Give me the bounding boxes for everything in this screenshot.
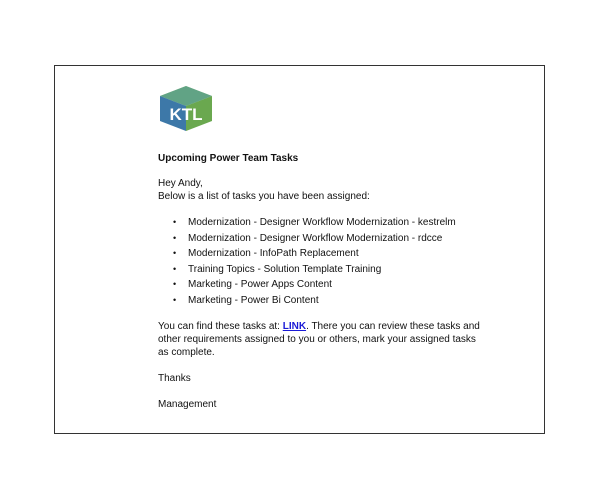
find-text-prefix: You can find these tasks at:	[158, 321, 283, 332]
task-item	[173, 215, 488, 231]
tasks-link[interactable]: LINK	[282, 321, 307, 332]
find-tasks-paragraph	[158, 320, 488, 359]
email-greeting: Hey Andy,	[158, 178, 203, 189]
bullet-icon: •	[173, 248, 177, 258]
logo-text: KTL	[169, 105, 203, 124]
email-thanks: Thanks	[158, 373, 191, 384]
task-label: Modernization - InfoPath Replacement	[188, 248, 359, 259]
task-item	[173, 277, 488, 293]
ktl-logo	[158, 84, 214, 132]
email-intro: Below is a list of tasks you have been assigned:	[158, 191, 370, 202]
task-label: Marketing - Power Bi Content	[188, 294, 319, 306]
task-item	[173, 262, 488, 278]
bullet-icon: •	[173, 217, 177, 227]
task-label: Modernization - Designer Workflow Modernization - kestrelm	[188, 217, 456, 228]
task-label: Training Topics - Solution Template Training	[188, 263, 382, 275]
task-item	[173, 293, 488, 309]
bullet-icon: •	[173, 294, 177, 305]
email-signature: Management	[158, 399, 217, 410]
bullet-icon: •	[173, 232, 177, 243]
email-body	[158, 84, 488, 411]
email-frame	[54, 65, 545, 434]
task-label: Modernization - Designer Workflow Modernization - rdcce	[188, 232, 443, 244]
email-heading: Upcoming Power Team Tasks	[158, 153, 299, 164]
task-list	[158, 215, 488, 308]
task-label: Marketing - Power Apps Content	[188, 279, 332, 290]
bullet-icon: •	[173, 263, 177, 274]
find-text-suffix: . There you can review these tasks and other requirements assigned to you or others, mark your assigned tasks as complete.	[158, 321, 480, 358]
bullet-icon: •	[173, 279, 177, 289]
task-item	[173, 231, 488, 247]
task-item	[173, 246, 488, 262]
